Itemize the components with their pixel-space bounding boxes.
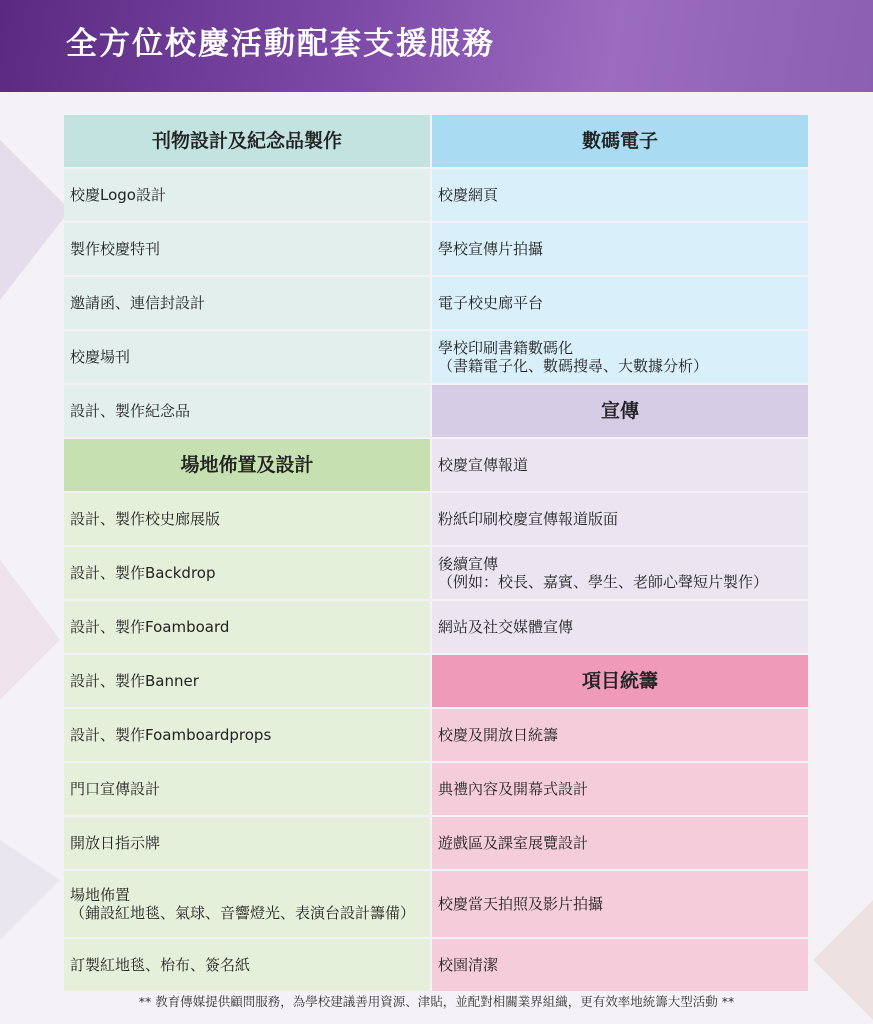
list-item: 設計、製作Foamboardprops <box>64 709 430 761</box>
list-item: 電子校史廊平台 <box>432 277 808 329</box>
item-line-detail: （書籍電子化、數碼搜尋、大數據分析） <box>438 357 709 375</box>
section-header-publication: 刊物設計及紀念品製作 <box>64 115 430 167</box>
list-item: 典禮內容及開幕式設計 <box>432 763 808 815</box>
list-item: 學校宣傳片拍攝 <box>432 223 808 275</box>
decorative-shard <box>0 140 70 300</box>
list-item: 設計、製作Backdrop <box>64 547 430 599</box>
section-header-digital: 數碼電子 <box>432 115 808 167</box>
list-item: 校慶Logo設計 <box>64 169 430 221</box>
title-banner <box>0 0 873 92</box>
list-item-follow-up <box>432 547 808 599</box>
decorative-shard <box>0 840 60 940</box>
section-header-venue: 場地佈置及設計 <box>64 439 430 491</box>
right-column <box>432 115 808 993</box>
list-item: 校園清潔 <box>432 939 808 991</box>
list-item: 校慶網頁 <box>432 169 808 221</box>
list-item: 校慶場刊 <box>64 331 430 383</box>
item-line: 場地佈置 <box>70 886 131 904</box>
list-item: 校慶當天拍照及影片拍攝 <box>432 871 808 937</box>
list-item: 校慶及開放日統籌 <box>432 709 808 761</box>
list-item: 開放日指示牌 <box>64 817 430 869</box>
list-item: 設計、製作校史廊展版 <box>64 493 430 545</box>
section-header-promotion: 宣傳 <box>432 385 808 437</box>
list-item: 設計、製作紀念品 <box>64 385 430 437</box>
footer-note: ** 教育傳媒提供顧問服務，為學校建議善用資源、津貼，並配對相關業界組織，更有效率地統籌大型活動 ** <box>138 994 735 1009</box>
list-item: 網站及社交媒體宣傳 <box>432 601 808 653</box>
list-item: 設計、製作Banner <box>64 655 430 707</box>
list-item: 門口宣傳設計 <box>64 763 430 815</box>
page-title: 全方位校慶活動配套支援服務 <box>66 26 495 62</box>
list-item: 校慶宣傳報道 <box>432 439 808 491</box>
services-table <box>64 115 808 993</box>
list-item: 訂製紅地毯、枱布、簽名紙 <box>64 939 430 991</box>
list-item: 遊戲區及課室展覽設計 <box>432 817 808 869</box>
item-line-detail: （鋪設紅地毯、氣球、音響燈光、表演台設計籌備） <box>70 904 416 922</box>
list-item: 設計、製作Foamboard <box>64 601 430 653</box>
item-line: 學校印刷書籍數碼化 <box>438 339 574 357</box>
decorative-shard <box>0 560 60 700</box>
list-item: 邀請函、連信封設計 <box>64 277 430 329</box>
list-item: 製作校慶特刊 <box>64 223 430 275</box>
item-line-detail: （例如：校長、嘉賓、學生、老師心聲短片製作） <box>438 573 769 591</box>
item-line: 後續宣傳 <box>438 555 499 573</box>
left-column <box>64 115 430 993</box>
list-item-venue-setup <box>64 871 430 937</box>
section-header-project: 項目統籌 <box>432 655 808 707</box>
list-item: 粉紙印刷校慶宣傳報道版面 <box>432 493 808 545</box>
list-item-digitization <box>432 331 808 383</box>
